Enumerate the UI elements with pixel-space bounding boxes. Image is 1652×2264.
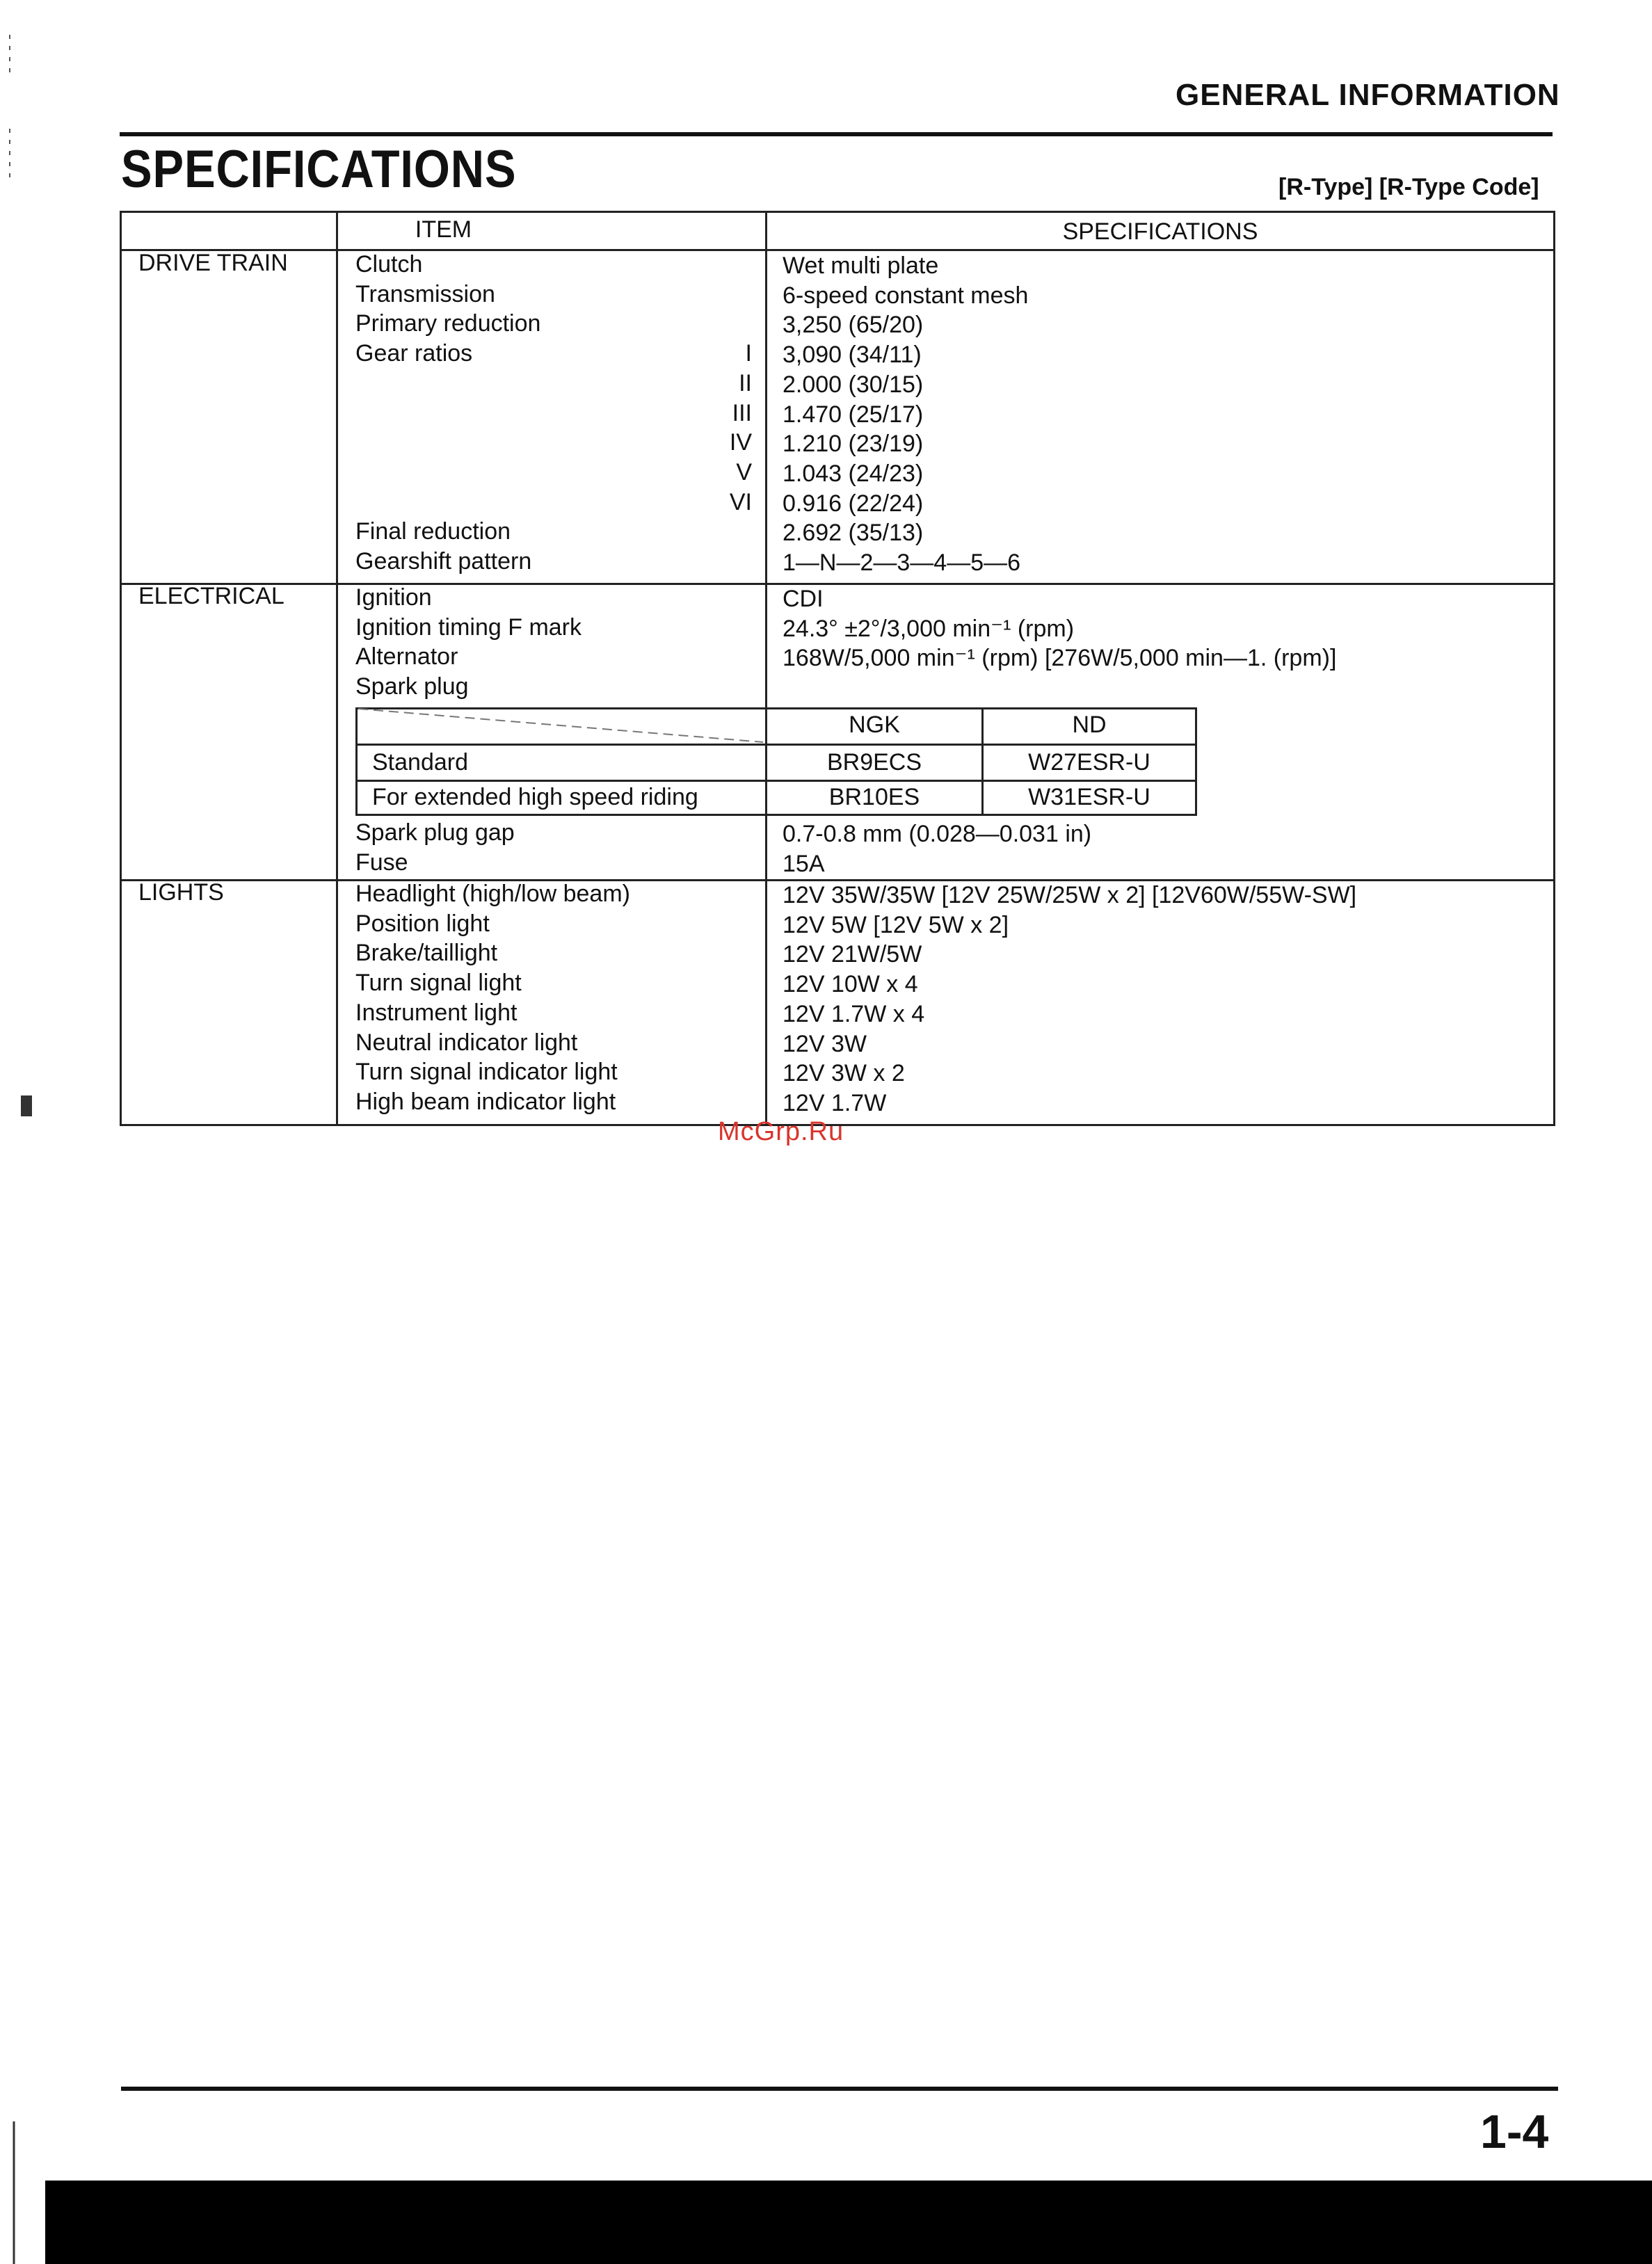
- drive-train-specs: [783, 251, 1548, 578]
- scan-edge-bar: [45, 2181, 1652, 2264]
- spec-value: 12V 1.7W: [783, 1089, 887, 1116]
- item-label: Instrument light: [355, 999, 518, 1026]
- item-label: Spark plug gap: [355, 819, 515, 846]
- plug-ngk-value: BR9ECS: [826, 749, 922, 776]
- section-drive-train: DRIVE TRAIN: [138, 250, 288, 276]
- spec-value: 0.916 (22/24): [783, 490, 924, 517]
- item-label: Ignition timing F mark: [355, 613, 582, 641]
- gear-label: IV: [729, 429, 752, 456]
- gear-label: I: [745, 340, 752, 367]
- spec-value: 12V 21W/5W: [783, 941, 922, 968]
- gear-label: [355, 280, 752, 310]
- variant-note: [R-Type] [R-Type Code]: [1278, 174, 1539, 200]
- item-label: Position light: [355, 910, 490, 937]
- spec-value: Wet multi plate: [783, 252, 939, 279]
- lights-specs: [783, 881, 1548, 1118]
- scan-margin-marks: [0, 0, 42, 2264]
- item-label: Alternator: [355, 643, 458, 671]
- gear-label: III: [732, 399, 752, 426]
- item-label: Clutch: [355, 251, 423, 278]
- spec-value: 12V 35W/35W [12V 25W/25W x 2] [12V60W/55W-SW]: [783, 882, 1357, 908]
- gear-label: V: [736, 458, 752, 485]
- item-label: Primary reduction: [355, 310, 541, 337]
- gear-labels: [355, 250, 752, 517]
- gear-label: [355, 250, 752, 280]
- spec-value: 0.7-0.8 mm (0.028—0.031 in): [783, 821, 1092, 847]
- item-label: Transmission: [355, 280, 495, 307]
- item-label: Brake/taillight: [355, 940, 498, 967]
- gear-label: [355, 309, 752, 339]
- item-label: Spark plug: [355, 673, 469, 700]
- spec-value: 1.043 (24/23): [783, 460, 924, 487]
- spec-value: 6-speed constant mesh: [783, 282, 1029, 309]
- drive-train-items-lower: [355, 517, 759, 576]
- spark-plug-table: [355, 707, 1320, 816]
- spec-value: 2.000 (30/15): [783, 371, 924, 398]
- diagonal-line: [355, 707, 766, 745]
- electrical-items: [355, 583, 759, 702]
- spec-value: 12V 5W [12V 5W x 2]: [783, 911, 1009, 938]
- spec-value: 12V 3W x 2: [783, 1060, 905, 1087]
- spec-value: 3,250 (65/20): [783, 312, 924, 339]
- plug-nd-value: W31ESR-U: [1028, 784, 1150, 810]
- watermark: McGrp.Ru: [718, 1117, 844, 1146]
- plug-row-label: For extended high speed riding: [372, 784, 698, 810]
- spec-value: 1.470 (25/17): [783, 401, 924, 428]
- item-label: Gearshift pattern: [355, 547, 532, 575]
- spec-value: 15A: [783, 850, 825, 877]
- spec-table: [120, 211, 1555, 1126]
- section-electrical: ELECTRICAL: [138, 583, 284, 609]
- page-title: SPECIFICATIONS: [121, 140, 517, 199]
- electrical-specs: [783, 584, 1548, 673]
- page-number: 1-4: [1480, 2105, 1549, 2158]
- gear-label: VI: [729, 488, 752, 515]
- plug-row-label: Standard: [372, 749, 468, 776]
- lights-items: [355, 879, 759, 1117]
- item-label: Gear ratios: [355, 340, 473, 367]
- plug-header-ngk: NGK: [849, 712, 900, 738]
- section-lights: LIGHTS: [138, 879, 224, 906]
- plug-header-nd: ND: [1072, 712, 1107, 738]
- plug-ngk-value: BR10ES: [828, 784, 920, 810]
- plug-nd-value: W27ESR-U: [1028, 749, 1150, 776]
- spec-value: 1—N—2—3—4—5—6: [783, 549, 1021, 577]
- electrical-items-lower: [355, 818, 759, 877]
- table-divider: [765, 213, 767, 1124]
- item-label: Turn signal indicator light: [355, 1059, 618, 1086]
- spec-value: 1.210 (23/19): [783, 431, 924, 458]
- spec-value: 2.692 (35/13): [783, 520, 924, 547]
- spec-value: CDI: [783, 586, 824, 612]
- item-label: Turn signal light: [355, 970, 522, 997]
- footer-rule: [121, 2087, 1558, 2091]
- spec-value: 3,090 (34/11): [783, 342, 922, 369]
- item-label: Fuse: [355, 849, 408, 876]
- spec-value: 12V 3W: [783, 1030, 867, 1057]
- electrical-specs-lower: [783, 819, 1548, 878]
- item-label: High beam indicator light: [355, 1088, 616, 1115]
- header-rule: [120, 132, 1553, 136]
- spec-value: 12V 1.7W x 4: [783, 1000, 925, 1027]
- column-header-item: ITEM: [415, 216, 472, 243]
- item-label: Ignition: [355, 584, 432, 611]
- spec-value: 24.3° ±2°/3,000 min⁻¹ (rpm): [783, 615, 1075, 642]
- column-header-specifications: SPECIFICATIONS: [1062, 218, 1258, 245]
- section-header: GENERAL INFORMATION: [1176, 78, 1560, 112]
- table-divider: [336, 213, 338, 1124]
- item-label: Final reduction: [355, 518, 511, 545]
- spec-value: 12V 10W x 4: [783, 971, 918, 998]
- item-label: Headlight (high/low beam): [355, 881, 630, 907]
- spec-value: 168W/5,000 min⁻¹ (rpm) [276W/5,000 min—1. (rpm)]: [783, 645, 1337, 672]
- gear-label: II: [739, 369, 752, 396]
- item-label: Neutral indicator light: [355, 1029, 578, 1056]
